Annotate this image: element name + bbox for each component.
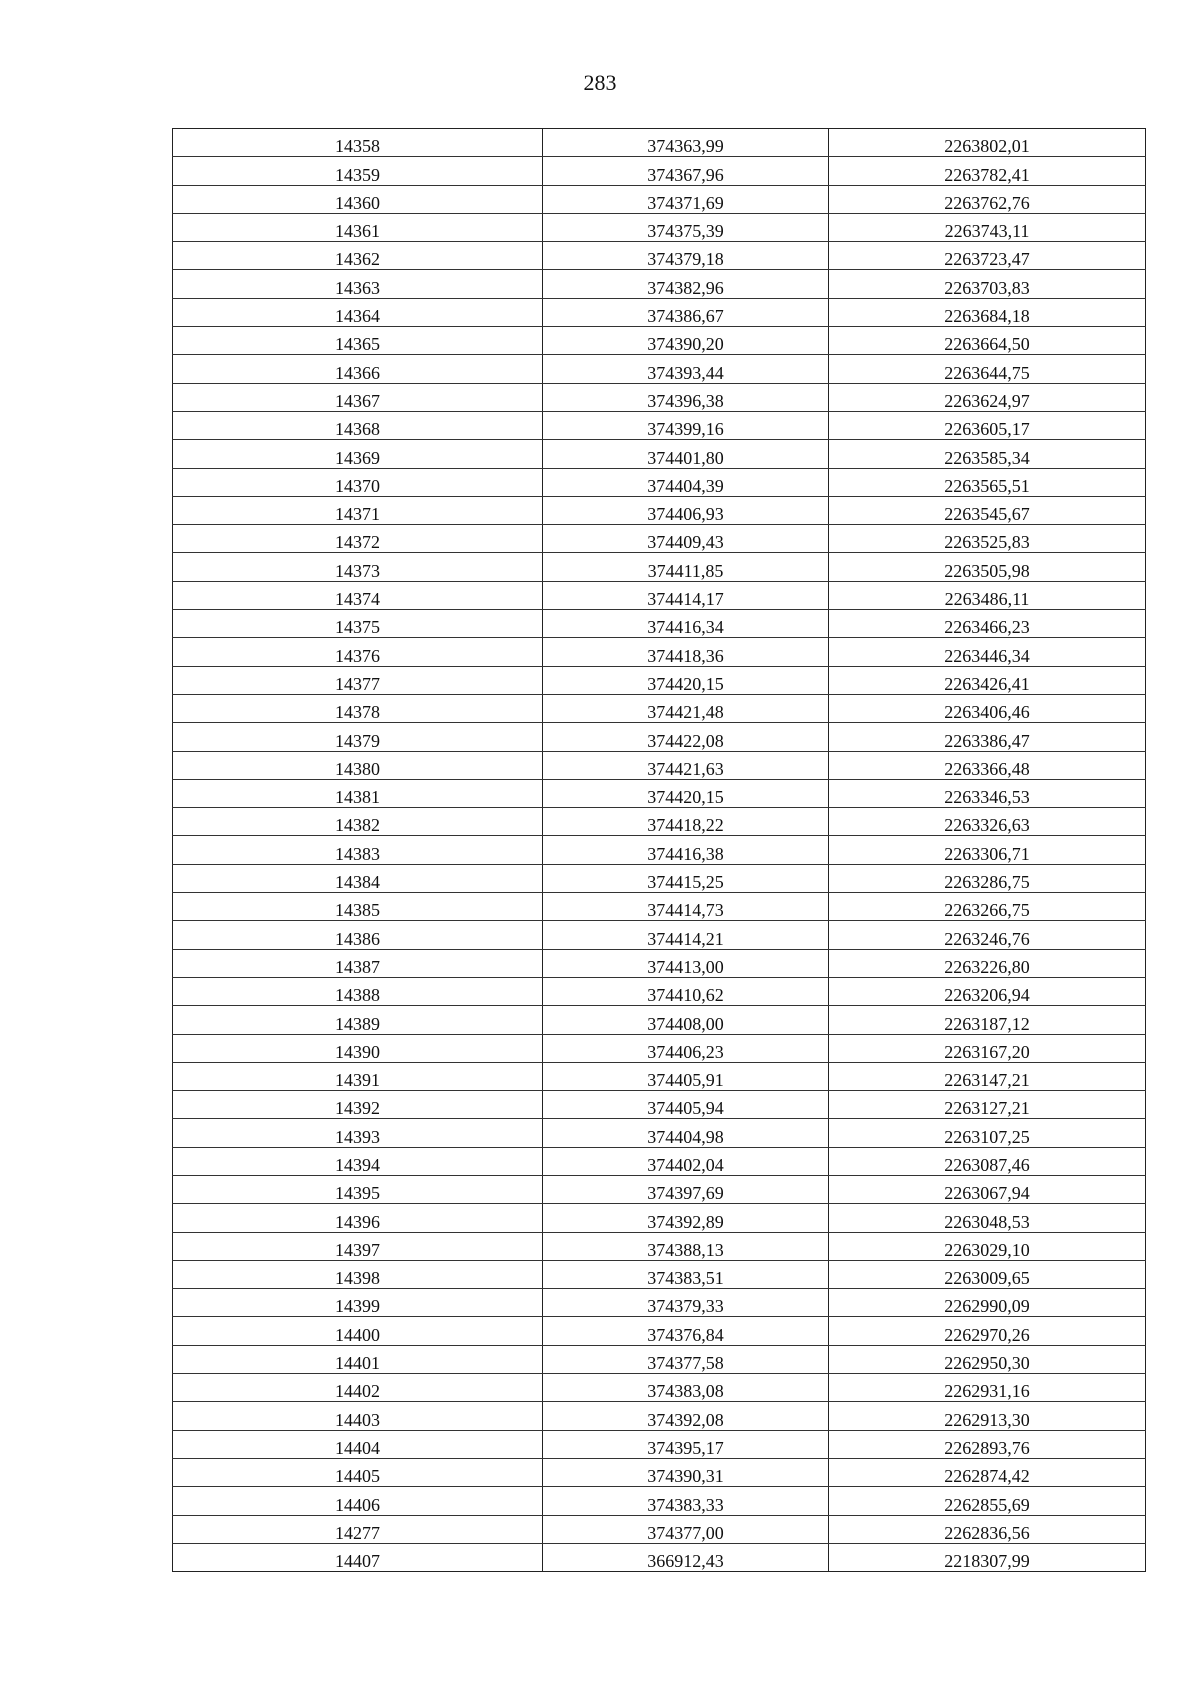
table-row xyxy=(173,270,1146,298)
point-number-cell: 14361 xyxy=(173,213,543,241)
y-coordinate-cell: 2262836,56 xyxy=(829,1515,1146,1543)
x-coordinate-cell: 374390,20 xyxy=(543,327,829,355)
table-row xyxy=(173,836,1146,864)
y-coordinate-cell: 2263644,75 xyxy=(829,355,1146,383)
point-number-cell: 14383 xyxy=(173,836,543,864)
point-number-cell: 14388 xyxy=(173,977,543,1005)
x-coordinate-cell: 374376,84 xyxy=(543,1317,829,1345)
y-coordinate-cell: 2263246,76 xyxy=(829,921,1146,949)
y-coordinate-cell: 2263067,94 xyxy=(829,1175,1146,1203)
point-number-cell: 14395 xyxy=(173,1175,543,1203)
x-coordinate-cell: 374409,43 xyxy=(543,525,829,553)
point-number-cell: 14385 xyxy=(173,893,543,921)
x-coordinate-cell: 374397,69 xyxy=(543,1175,829,1203)
point-number-cell: 14360 xyxy=(173,185,543,213)
table-row xyxy=(173,129,1146,157)
y-coordinate-cell: 2263466,23 xyxy=(829,610,1146,638)
x-coordinate-cell: 374410,62 xyxy=(543,977,829,1005)
x-coordinate-cell: 374382,96 xyxy=(543,270,829,298)
table-row xyxy=(173,638,1146,666)
table-row xyxy=(173,610,1146,638)
table-row xyxy=(173,808,1146,836)
y-coordinate-cell: 2263306,71 xyxy=(829,836,1146,864)
y-coordinate-cell: 2263346,53 xyxy=(829,779,1146,807)
x-coordinate-cell: 374399,16 xyxy=(543,411,829,439)
y-coordinate-cell: 2263782,41 xyxy=(829,157,1146,185)
table-row xyxy=(173,440,1146,468)
x-coordinate-cell: 374414,17 xyxy=(543,581,829,609)
table-row xyxy=(173,1034,1146,1062)
table-row xyxy=(173,694,1146,722)
table-row xyxy=(173,723,1146,751)
y-coordinate-cell: 2263127,21 xyxy=(829,1091,1146,1119)
page-number: 283 xyxy=(583,70,617,95)
x-coordinate-cell: 374415,25 xyxy=(543,864,829,892)
y-coordinate-cell: 2263703,83 xyxy=(829,270,1146,298)
x-coordinate-cell: 374405,91 xyxy=(543,1062,829,1090)
y-coordinate-cell: 2263326,63 xyxy=(829,808,1146,836)
y-coordinate-cell: 2263167,20 xyxy=(829,1034,1146,1062)
point-number-cell: 14364 xyxy=(173,298,543,326)
x-coordinate-cell: 374416,34 xyxy=(543,610,829,638)
point-number-cell: 14366 xyxy=(173,355,543,383)
table-row xyxy=(173,468,1146,496)
table-row xyxy=(173,213,1146,241)
table-row xyxy=(173,779,1146,807)
table-row xyxy=(173,751,1146,779)
x-coordinate-cell: 374404,39 xyxy=(543,468,829,496)
table-row xyxy=(173,666,1146,694)
point-number-cell: 14391 xyxy=(173,1062,543,1090)
y-coordinate-cell: 2263684,18 xyxy=(829,298,1146,326)
point-number-cell: 14370 xyxy=(173,468,543,496)
y-coordinate-cell: 2263226,80 xyxy=(829,949,1146,977)
y-coordinate-cell: 2263545,67 xyxy=(829,496,1146,524)
y-coordinate-cell: 2262893,76 xyxy=(829,1430,1146,1458)
x-coordinate-cell: 374406,23 xyxy=(543,1034,829,1062)
point-number-cell: 14368 xyxy=(173,411,543,439)
x-coordinate-cell: 374379,33 xyxy=(543,1289,829,1317)
point-number-cell: 14373 xyxy=(173,553,543,581)
point-number-cell: 14407 xyxy=(173,1543,543,1571)
y-coordinate-cell: 2263087,46 xyxy=(829,1147,1146,1175)
table-row xyxy=(173,864,1146,892)
point-number-cell: 14389 xyxy=(173,1006,543,1034)
point-number-cell: 14402 xyxy=(173,1374,543,1402)
point-number-cell: 14392 xyxy=(173,1091,543,1119)
x-coordinate-cell: 366912,43 xyxy=(543,1543,829,1571)
y-coordinate-cell: 2218307,99 xyxy=(829,1543,1146,1571)
point-number-cell: 14367 xyxy=(173,383,543,411)
x-coordinate-cell: 374414,21 xyxy=(543,921,829,949)
y-coordinate-cell: 2263605,17 xyxy=(829,411,1146,439)
table-row xyxy=(173,1515,1146,1543)
x-coordinate-cell: 374377,00 xyxy=(543,1515,829,1543)
table-row xyxy=(173,1458,1146,1486)
table-row xyxy=(173,242,1146,270)
y-coordinate-cell: 2263585,34 xyxy=(829,440,1146,468)
point-number-cell: 14376 xyxy=(173,638,543,666)
table-row xyxy=(173,1374,1146,1402)
y-coordinate-cell: 2263107,25 xyxy=(829,1119,1146,1147)
point-number-cell: 14386 xyxy=(173,921,543,949)
point-number-cell: 14405 xyxy=(173,1458,543,1486)
point-number-cell: 14382 xyxy=(173,808,543,836)
point-number-cell: 14372 xyxy=(173,525,543,553)
table-row xyxy=(173,383,1146,411)
table-row xyxy=(173,1091,1146,1119)
table-row xyxy=(173,1260,1146,1288)
point-number-cell: 14401 xyxy=(173,1345,543,1373)
y-coordinate-cell: 2263624,97 xyxy=(829,383,1146,411)
y-coordinate-cell: 2263206,94 xyxy=(829,977,1146,1005)
y-coordinate-cell: 2263664,50 xyxy=(829,327,1146,355)
point-number-cell: 14406 xyxy=(173,1487,543,1515)
table-row xyxy=(173,1204,1146,1232)
table-row xyxy=(173,581,1146,609)
point-number-cell: 14384 xyxy=(173,864,543,892)
x-coordinate-cell: 374383,51 xyxy=(543,1260,829,1288)
point-number-cell: 14374 xyxy=(173,581,543,609)
y-coordinate-cell: 2263565,51 xyxy=(829,468,1146,496)
y-coordinate-cell: 2262931,16 xyxy=(829,1374,1146,1402)
y-coordinate-cell: 2263366,48 xyxy=(829,751,1146,779)
y-coordinate-cell: 2263762,76 xyxy=(829,185,1146,213)
point-number-cell: 14398 xyxy=(173,1260,543,1288)
point-number-cell: 14379 xyxy=(173,723,543,751)
table-row xyxy=(173,411,1146,439)
x-coordinate-cell: 374367,96 xyxy=(543,157,829,185)
x-coordinate-cell: 374377,58 xyxy=(543,1345,829,1373)
point-number-cell: 14404 xyxy=(173,1430,543,1458)
table-row xyxy=(173,185,1146,213)
x-coordinate-cell: 374411,85 xyxy=(543,553,829,581)
table-row xyxy=(173,1487,1146,1515)
table-row xyxy=(173,157,1146,185)
x-coordinate-cell: 374405,94 xyxy=(543,1091,829,1119)
y-coordinate-cell: 2263048,53 xyxy=(829,1204,1146,1232)
x-coordinate-cell: 374393,44 xyxy=(543,355,829,383)
table-row xyxy=(173,298,1146,326)
x-coordinate-cell: 374388,13 xyxy=(543,1232,829,1260)
point-number-cell: 14375 xyxy=(173,610,543,638)
point-number-cell: 14390 xyxy=(173,1034,543,1062)
x-coordinate-cell: 374383,08 xyxy=(543,1374,829,1402)
y-coordinate-cell: 2262855,69 xyxy=(829,1487,1146,1515)
coordinates-table-body xyxy=(173,129,1146,1572)
table-row xyxy=(173,1543,1146,1571)
y-coordinate-cell: 2262990,09 xyxy=(829,1289,1146,1317)
table-row xyxy=(173,1232,1146,1260)
x-coordinate-cell: 374418,36 xyxy=(543,638,829,666)
x-coordinate-cell: 374371,69 xyxy=(543,185,829,213)
y-coordinate-cell: 2263723,47 xyxy=(829,242,1146,270)
table-row xyxy=(173,949,1146,977)
y-coordinate-cell: 2263029,10 xyxy=(829,1232,1146,1260)
table-row xyxy=(173,1062,1146,1090)
table-row xyxy=(173,1147,1146,1175)
point-number-cell: 14377 xyxy=(173,666,543,694)
y-coordinate-cell: 2262950,30 xyxy=(829,1345,1146,1373)
table-row xyxy=(173,553,1146,581)
table-row xyxy=(173,1317,1146,1345)
y-coordinate-cell: 2263802,01 xyxy=(829,129,1146,157)
y-coordinate-cell: 2263525,83 xyxy=(829,525,1146,553)
table-row xyxy=(173,977,1146,1005)
x-coordinate-cell: 374401,80 xyxy=(543,440,829,468)
x-coordinate-cell: 374420,15 xyxy=(543,666,829,694)
x-coordinate-cell: 374395,17 xyxy=(543,1430,829,1458)
point-number-cell: 14359 xyxy=(173,157,543,185)
y-coordinate-cell: 2263286,75 xyxy=(829,864,1146,892)
x-coordinate-cell: 374392,08 xyxy=(543,1402,829,1430)
y-coordinate-cell: 2263187,12 xyxy=(829,1006,1146,1034)
point-number-cell: 14403 xyxy=(173,1402,543,1430)
x-coordinate-cell: 374375,39 xyxy=(543,213,829,241)
point-number-cell: 14393 xyxy=(173,1119,543,1147)
x-coordinate-cell: 374402,04 xyxy=(543,1147,829,1175)
x-coordinate-cell: 374404,98 xyxy=(543,1119,829,1147)
x-coordinate-cell: 374421,48 xyxy=(543,694,829,722)
y-coordinate-cell: 2263426,41 xyxy=(829,666,1146,694)
x-coordinate-cell: 374396,38 xyxy=(543,383,829,411)
point-number-cell: 14369 xyxy=(173,440,543,468)
y-coordinate-cell: 2262970,26 xyxy=(829,1317,1146,1345)
x-coordinate-cell: 374421,63 xyxy=(543,751,829,779)
point-number-cell: 14365 xyxy=(173,327,543,355)
table-row xyxy=(173,1006,1146,1034)
table-row xyxy=(173,327,1146,355)
coordinates-table xyxy=(172,128,1146,1572)
point-number-cell: 14400 xyxy=(173,1317,543,1345)
table-row xyxy=(173,921,1146,949)
y-coordinate-cell: 2263446,34 xyxy=(829,638,1146,666)
y-coordinate-cell: 2262913,30 xyxy=(829,1402,1146,1430)
x-coordinate-cell: 374386,67 xyxy=(543,298,829,326)
y-coordinate-cell: 2263743,11 xyxy=(829,213,1146,241)
y-coordinate-cell: 2263486,11 xyxy=(829,581,1146,609)
table-row xyxy=(173,1119,1146,1147)
y-coordinate-cell: 2263009,65 xyxy=(829,1260,1146,1288)
point-number-cell: 14387 xyxy=(173,949,543,977)
y-coordinate-cell: 2263266,75 xyxy=(829,893,1146,921)
x-coordinate-cell: 374363,99 xyxy=(543,129,829,157)
x-coordinate-cell: 374416,38 xyxy=(543,836,829,864)
x-coordinate-cell: 374390,31 xyxy=(543,1458,829,1486)
table-row xyxy=(173,893,1146,921)
y-coordinate-cell: 2263406,46 xyxy=(829,694,1146,722)
table-row xyxy=(173,1402,1146,1430)
table-row xyxy=(173,496,1146,524)
point-number-cell: 14277 xyxy=(173,1515,543,1543)
point-number-cell: 14399 xyxy=(173,1289,543,1317)
point-number-cell: 14397 xyxy=(173,1232,543,1260)
y-coordinate-cell: 2263386,47 xyxy=(829,723,1146,751)
table-row xyxy=(173,1175,1146,1203)
table-row xyxy=(173,1345,1146,1373)
x-coordinate-cell: 374408,00 xyxy=(543,1006,829,1034)
point-number-cell: 14396 xyxy=(173,1204,543,1232)
point-number-cell: 14371 xyxy=(173,496,543,524)
point-number-cell: 14362 xyxy=(173,242,543,270)
table-row xyxy=(173,355,1146,383)
point-number-cell: 14380 xyxy=(173,751,543,779)
y-coordinate-cell: 2263147,21 xyxy=(829,1062,1146,1090)
x-coordinate-cell: 374383,33 xyxy=(543,1487,829,1515)
x-coordinate-cell: 374422,08 xyxy=(543,723,829,751)
x-coordinate-cell: 374392,89 xyxy=(543,1204,829,1232)
x-coordinate-cell: 374418,22 xyxy=(543,808,829,836)
x-coordinate-cell: 374379,18 xyxy=(543,242,829,270)
point-number-cell: 14381 xyxy=(173,779,543,807)
x-coordinate-cell: 374406,93 xyxy=(543,496,829,524)
x-coordinate-cell: 374414,73 xyxy=(543,893,829,921)
table-row xyxy=(173,1430,1146,1458)
y-coordinate-cell: 2262874,42 xyxy=(829,1458,1146,1486)
x-coordinate-cell: 374413,00 xyxy=(543,949,829,977)
point-number-cell: 14394 xyxy=(173,1147,543,1175)
point-number-cell: 14363 xyxy=(173,270,543,298)
point-number-cell: 14358 xyxy=(173,129,543,157)
x-coordinate-cell: 374420,15 xyxy=(543,779,829,807)
point-number-cell: 14378 xyxy=(173,694,543,722)
table-row xyxy=(173,1289,1146,1317)
y-coordinate-cell: 2263505,98 xyxy=(829,553,1146,581)
table-row xyxy=(173,525,1146,553)
